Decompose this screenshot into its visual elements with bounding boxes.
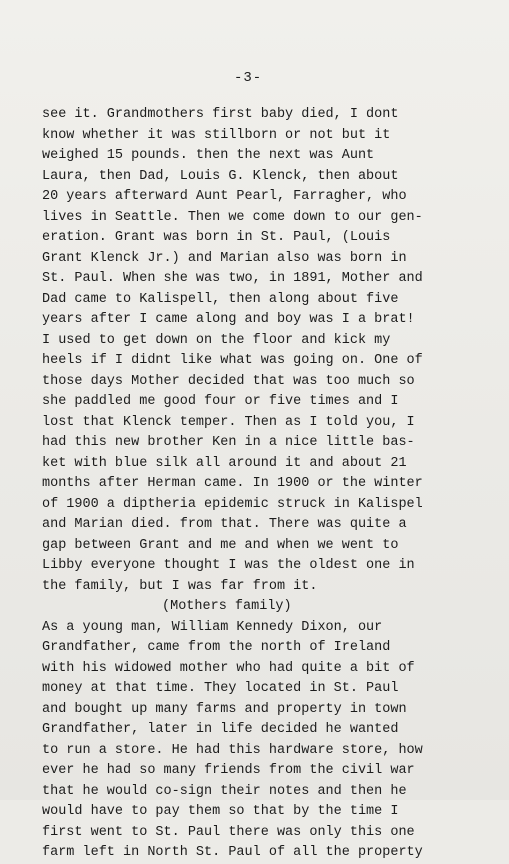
text-line: years after I came along and boy was I a brat! [42, 312, 415, 327]
text-line: would have to pay them so that by the time I [42, 804, 399, 819]
text-line: lost that Klenck temper. Then as I told you, I [42, 414, 415, 430]
text-line: that he would co-sign their notes and then he [42, 783, 407, 799]
text-line: know whether it was stillborn or not but it [42, 127, 391, 143]
text-line: first went to St. Paul there was only this one [42, 824, 415, 840]
text-line: eration. Grant was born in St. Paul, (Louis [42, 230, 391, 245]
text-line: heels if I didnt like what was going on. One of [42, 353, 423, 368]
section-heading: (Mothers family) [162, 599, 292, 614]
text-line: and Marian died. from that. There was quite a [42, 517, 407, 532]
text-line: see it. Grandmothers first baby died, I dont [42, 107, 399, 122]
text-line: and bought up many farms and property in town [42, 701, 407, 717]
text-line: of 1900 a diptheria epidemic struck in Kalispel [42, 496, 423, 512]
text-line: farm left in North St. Paul of all the property [42, 845, 423, 860]
text-line: St. Paul. When she was two, in 1891, Mother and [42, 271, 423, 286]
text-line: to run a store. He had this hardware store, how [42, 742, 423, 758]
text-line: Laura, then Dad, Louis G. Klenck, then about [42, 168, 399, 184]
text-line: months after Herman came. In 1900 or the winter [42, 476, 423, 491]
body-text [42, 105, 509, 864]
text-line: gap between Grant and me and when we went to [42, 537, 399, 553]
text-line: had this new brother Ken in a nice little bas- [42, 435, 415, 450]
text-line: ever he had so many friends from the civil war [42, 763, 415, 778]
text-line: Grandfather, later in life decided he wanted [42, 722, 399, 737]
text-line: Libby everyone thought I was the oldest one in [42, 558, 415, 573]
text-line: Grant Klenck Jr.) and Marian also was born in [42, 250, 407, 266]
text-line: she paddled me good four or five times and I [42, 394, 399, 409]
text-line: Grandfather, came from the north of Ireland [42, 640, 391, 655]
text-line: ket with blue silk all around it and about 21 [42, 455, 407, 471]
text-line: the family, but I was far from it. [42, 578, 318, 594]
text-line: weighed 15 pounds. then the next was Aunt [42, 148, 375, 163]
page-number: -3- [234, 70, 263, 86]
text-line: 20 years afterward Aunt Pearl, Farragher, who [42, 189, 407, 204]
text-line: As a young man, William Kennedy Dixon, our [42, 619, 383, 635]
text-line: with his widowed mother who had quite a bit of [42, 660, 415, 676]
text-line: I used to get down on the floor and kick my [42, 332, 391, 348]
text-line: Dad came to Kalispell, then along about five [42, 291, 399, 307]
text-line: money at that time. They located in St. Paul [42, 681, 399, 696]
text-line: those days Mother decided that was too much so [42, 373, 415, 389]
text-line: lives in Seattle. Then we come down to our gen- [42, 209, 423, 225]
